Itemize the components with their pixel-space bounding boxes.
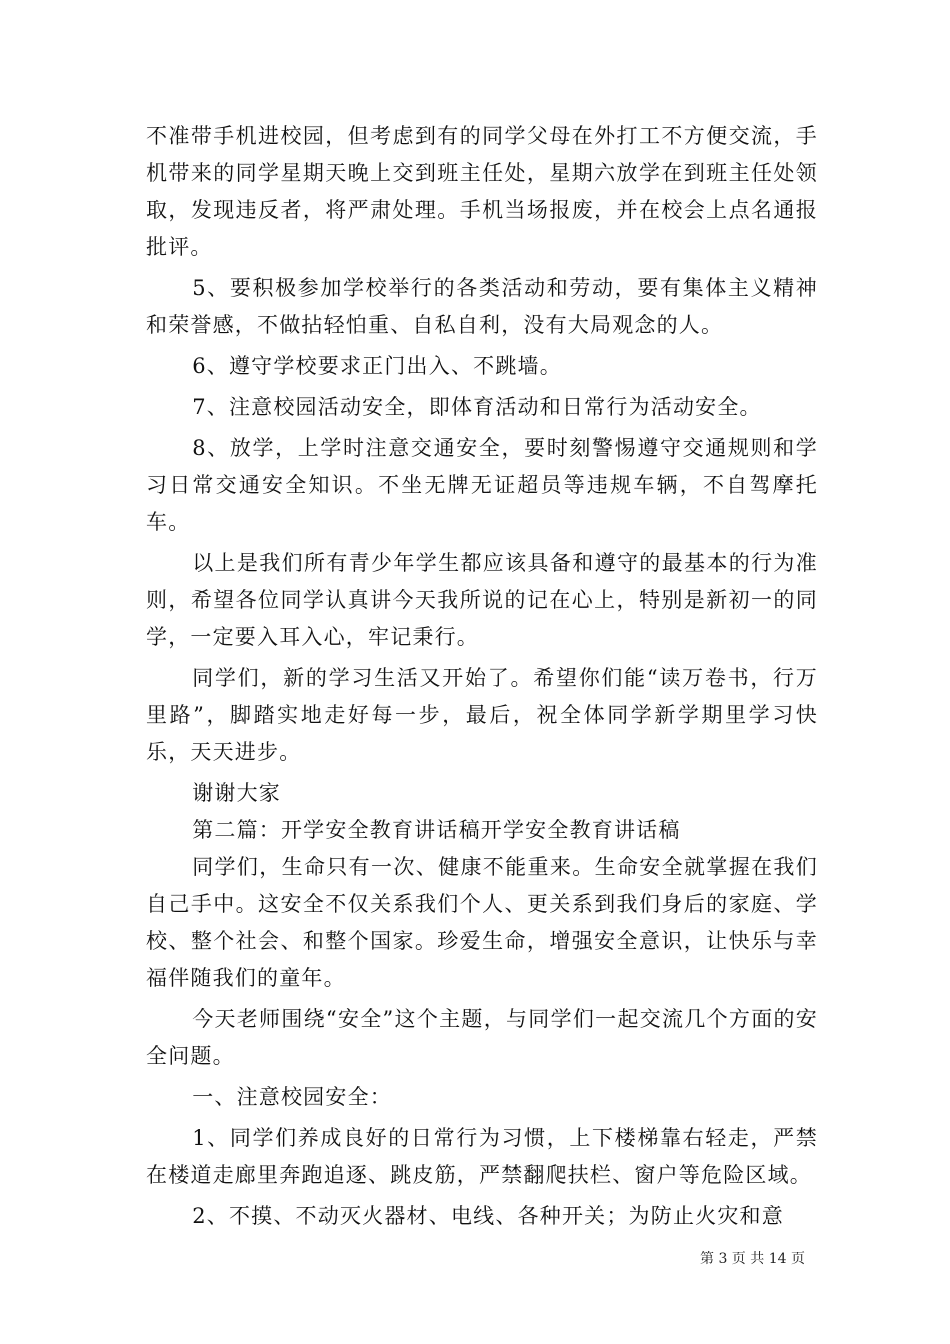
paragraph-thanks: 谢谢大家 (192, 781, 281, 805)
paragraph-rule-7: 7、注意校园活动安全，即体育活动和日常行为活动安全。 (192, 395, 762, 419)
heading-campus-safety: 一、注意校园安全： (192, 1085, 392, 1109)
page-number-footer: 第 3 页 共 14 页 (700, 1251, 805, 1267)
paragraph-rule-8: 8、放学，上学时注意交通安全，要时刻警惕遵守交通规则和学习日常交通安全知识。不坐无牌无证超员等违规车辆，不自驾摩托车。 (146, 436, 818, 534)
section-heading-part-two: 第二篇：开学安全教育讲话稿开学安全教育讲话稿 (192, 818, 681, 842)
paragraph-rule-5: 5、要积极参加学校举行的各类活动和劳动，要有集体主义精神和荣誉感，不做拈轻怕重、自私自利，没有大局观念的人。 (146, 276, 818, 337)
paragraph-rule-6: 6、遵守学校要求正门出入、不跳墙。 (192, 354, 562, 378)
paragraph-campus-rule-1: 1、同学们养成良好的日常行为习惯，上下楼梯靠右轻走，严禁在楼道走廊里奔跑追逐、跳皮筋，严禁翻爬扶栏、窗户等危险区域。 (146, 1126, 818, 1187)
paragraph-phone-rule: 不准带手机进校园，但考虑到有的同学父母在外打工不方便交流，手机带来的同学星期天晚上交到班主任处，星期六放学在到班主任处领取，发现违反者，将严肃处理。手机当场报废，并在校会上点名通报批评。 (146, 124, 818, 259)
paragraph-campus-rule-2: 2、不摸、不动灭火器材、电线、各种开关；为防止火灾和意 (192, 1204, 784, 1228)
paragraph-summary: 以上是我们所有青少年学生都应该具备和遵守的最基本的行为准则，希望各位同学认真讲今天我所说的记在心上，特别是新初一的同学，一定要入耳入心，牢记秉行。 (146, 551, 818, 649)
document-body (146, 118, 818, 1235)
paragraph-life-safety: 同学们，生命只有一次、健康不能重来。生命安全就掌握在我们自己手中。这安全不仅关系我们个人、更关系到我们身后的家庭、学校、整个社会、和整个国家。珍爱生命，增强安全意识，让快乐与幸福伴随我们的童年。 (146, 855, 818, 990)
paragraph-safety-topic: 今天老师围绕“安全”这个主题，与同学们一起交流几个方面的安全问题。 (146, 1007, 818, 1068)
paragraph-wishes: 同学们，新的学习生活又开始了。希望你们能“读万卷书，行万里路”，脚踏实地走好每一步，最后，祝全体同学新学期里学习快乐，天天进步。 (146, 666, 818, 764)
